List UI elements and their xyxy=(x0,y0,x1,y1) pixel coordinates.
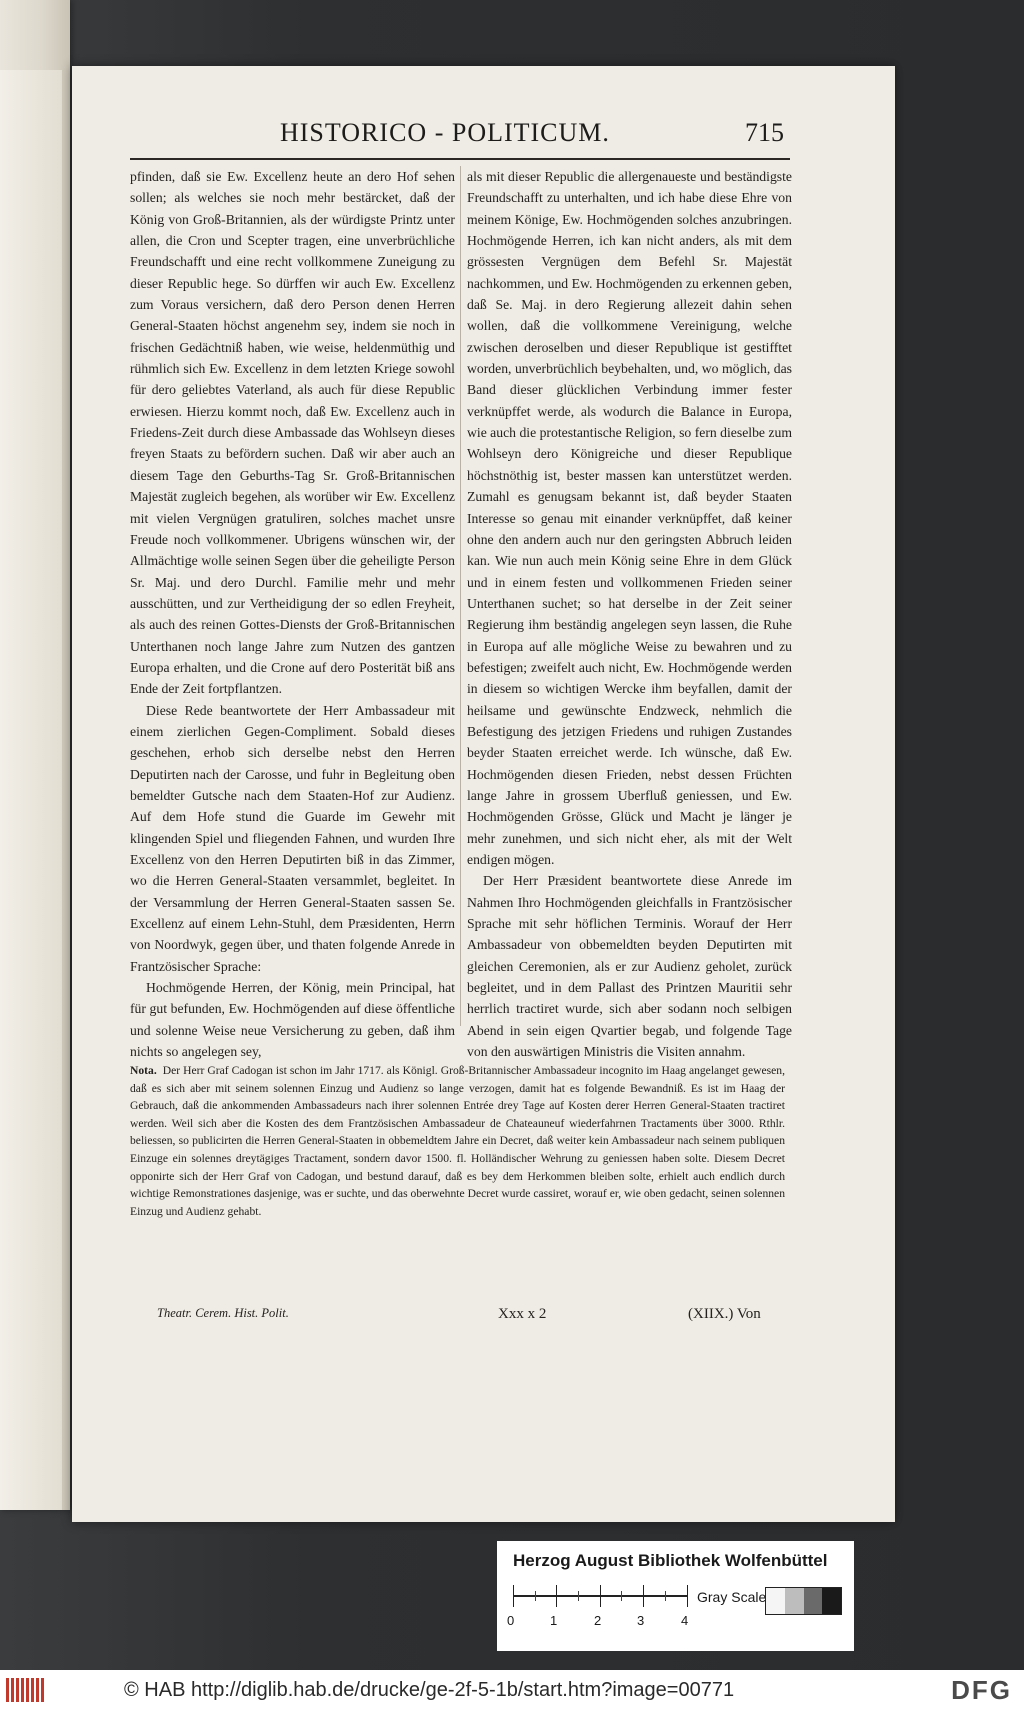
viewer-footer-bar xyxy=(0,1670,1024,1710)
grayscale-label: Gray Scale xyxy=(697,1589,767,1605)
running-title: HISTORICO - POLITICUM. xyxy=(280,118,610,147)
paragraph: Hochmögende Herren, der König, mein Principal, hat für gut befunden, Ew. Hochmögenden auf diese öffentliche und solenne Weise neue Versicherung zu geben, daß ihm nichts so angelegen sey, xyxy=(130,980,455,1060)
footer-signature-mark: Xxx x 2 xyxy=(498,1306,547,1322)
page-number: 715 xyxy=(745,118,784,147)
footnote xyxy=(130,1062,785,1220)
paragraph: Der Herr Præsident beantwortete diese Anrede im Nahmen Ihro Hochmögenden gleichfalls in Frantzösischer Sprache mit sehr höflichen Terminis. Worauf der Herr Ambassadeur von obbemeldten beyden Deputirten mit gleichen Ceremonien, als er zur Audienz geholet, zurück begleitet, und in dem Pallast des Printzen Mauritii sehr herrlich tractiret wurde, sich aber sodann noch selbigen Abend in sein eigen Qvartier begab, und folgende Tage von den auswärtigen Ministris die Visiten annahm. xyxy=(467,873,792,1060)
paragraph: als mit dieser Republic die allergenaueste und beständigste Freundschafft zu unterhalten, und ich habe diese Ehre von meinem Könige, Ew. Hochmögenden solches anzubringen. Hochmögende Herren, ich kan nicht anders, als mit dem grössesten Vergnügen dem Befehl Sr. Majestät nachkommen, und Ew. Hochmögenden zu erkennen geben, daß Se. Maj. in dero Regierung allezeit dahin sehen wollen, daß die vollkommene Vereinigung, welche zwischen deroselben und dieser Republique ist gestifftet worden, unverbrüchlich beybehalten, und, wo möglich, das Band dieser glücklichen Verbindung immer fester verknüpffet werde, als wodurch die Balance in Europa, wie auch die protestantische Religion, so fern dieselbe zum Wohlseyn dero Königreiche und dieser Republique höchstnöthig ist, bester massen kan unterstützet werden. Zumahl es genugsam bekannt ist, daß beyder Staaten Interesse so genau mit einander verknüpffet, daß keiner ohne den andern auch nur den geringsten Abbruch leiden kan. Wie nun auch mein König seine Ehre in dem Glück und in einem festen und vollkommenen Frieden seiner Unterthanen suchet; so hat derselbe in der Zeit seiner Regierung ihm beständig angelegen seyn lassen, die Ruhe in Europa auf alle mögliche Weise zu bewahren und zu befestigen; zweifelt auch nicht, Ew. Hochmögende werden in diesem so wichtigen Wercke ihm beyfallen, damit der heilsame und gewünschte Endzweck, nehmlich die Befestigung des jetzigen Friedens und ruhigen Zustandes beyder Staaten erreichet werde. Ich wünsche, daß Ew. Hochmögenden diesen Frieden, nebst dessen Früchten lange Jahre in grossem Uberfluß geniessen, und Ew. Hochmögenden Grösse, Glück und Macht je länger je mehr zunehmen, und sich nicht eher, als mit der Welt endigen mögen. xyxy=(467,169,792,867)
left-column xyxy=(130,166,455,1062)
footnote-text: Der Herr Graf Cadogan ist schon im Jahr 1717. als Königl. Groß-Britannischer Ambassadeur incognito im Haag angelanget gewesen, daß es sich aber mit seinem solennen Einzug und Audienz so lange verzogen, damit hat es folgende Bewandniß. Es ist im Haag der Gebrauch, daß die ankommenden Ambassadeurs nach ihrer solennen Entrée drey Tage auf Kosten derer Herren General-Staaten tractiret werden. Weil sich aber die Kosten des dem Frantzösischen Ambassadeur de Chateauneuf wiederfahrnen Tractaments über 3000. Rthlr. beliessen, so publicirten die Herren General-Staaten in obbemeldtem Jahre ein Decret, daß weiter kein Ambassadeur nach seinem publiquen Einzuge ein solennes dreytägiges Tractament, sondern davor 1500. fl. Holländischer Wehrung zu geniessen haben solte. Diesem Decret opponirte sich der Herr Graf von Cadogan, und bestund darauf, daß es bey dem Herkommen bleiben solte, erhielt auch endlich durch wichtige Remonstrationes dasjenige, was er suchte, und das oberwehnte Decret wurde cassiret, worauf er, wie oben gedacht, seinen solennen Einzug und Audienz gehabt. xyxy=(130,1064,785,1218)
scale-bar xyxy=(513,1585,688,1609)
header-rule xyxy=(130,158,790,160)
source-credit-link[interactable]: © HAB http://diglib.hab.de/drucke/ge-2f-5-1b/start.htm?image=00771 xyxy=(124,1679,735,1701)
footer-catchword: (XIIX.) Von xyxy=(688,1306,761,1322)
dfg-logo: DFG xyxy=(951,1675,1012,1705)
paragraph: pfinden, daß sie Ew. Excellenz heute an dero Hof sehen sollen; als welches sie noch mehr bestärcket, daß der König von Groß-Britannien, als der würdigste Printz unter allen, die Cron und Scepter tragen, eine unverbrüchliche Freundschafft und eine recht vollkommene Zuneigung zu dieser Republic hege. So dürffen wir auch Ew. Excellenz zum Voraus versichern, daß dero Person denen Herren General-Staaten höchst angenehm sey, indem sie noch in frischen Gedächtniß haben, wie weise, heldenmüthig und rühmlich sich Ew. Excellenz in dem letzten Kriege sowohl für dero geliebtes Vaterland, als auch für diese Republic erwiesen. Hierzu kommt noch, daß Ew. Excellenz auch in Friedens-Zeit durch diese Ambassade das Wohlseyn dieses freyen Staats zu befördern suchen. Daß wir aber auch an diesem Tage den Geburths-Tag Sr. Groß-Britannischen Majestät zugleich begehen, als worüber wir Ew. Excellenz mit vielen Vergnügen gratuliren, solches machet unsre Freude noch vollkommener. Ubrigens wünschen wir, der Allmächtige wolle seinen Segen über die geheiligte Person Sr. Maj. und dero Durchl. Familie mehr und mehr ausschütten, und zur Vertheidigung der so edlen Freyheit, als auch des reinen Gottes-Diensts der Groß-Britannischen Unterthanen noch lange Jahre zum Nutzen des gantzen Europa erhalten, und die Crone auf dero Posterität biß ans Ende der Zeit fortpflantzen. xyxy=(130,169,455,697)
footnote-label: Nota. xyxy=(130,1064,157,1077)
paragraph: Diese Rede beantwortete der Herr Ambassadeur mit einem zierlichen Gegen-Compliment. Sobald dieses geschehen, erhob sich derselbe nebst den Herren Deputirten nach der Carosse, und fuhr in Begleitung oben bemeldter Gutsche nach dem Staaten-Hof zur Audienz. Auf dem Hofe stund die Guarde im Gewehr mit klingenden Spiel und fliegenden Fahnen, und wurden Ihre Excellenz von den Herren Deputirten biß in das Zimmer, wo die Herren General-Staaten versammlet, begleitet. In der Versammlung der Herren General-Staaten sassen Se. Excellenz auf einem Lehn-Stuhl, dem Præsidenten, Herrn von Noordwyk, gegen über, und thaten folgende Anrede in Frantzösischer Sprache: xyxy=(130,702,455,974)
grayscale-swatch xyxy=(765,1587,842,1615)
footer-book-title: Theatr. Cerem. Hist. Polit. xyxy=(157,1306,289,1320)
page-header xyxy=(130,112,790,160)
hab-logo-icon xyxy=(6,1678,46,1702)
library-name: Herzog August Bibliothek Wolfenbüttel xyxy=(513,1551,828,1570)
right-column xyxy=(467,166,792,1062)
previous-page-edge xyxy=(0,0,70,1510)
column-divider xyxy=(460,166,461,1026)
library-label-card: Herzog August Bibliothek Wolfenbüttel 0 1 2 3 4 Gray Scale xyxy=(497,1541,854,1651)
